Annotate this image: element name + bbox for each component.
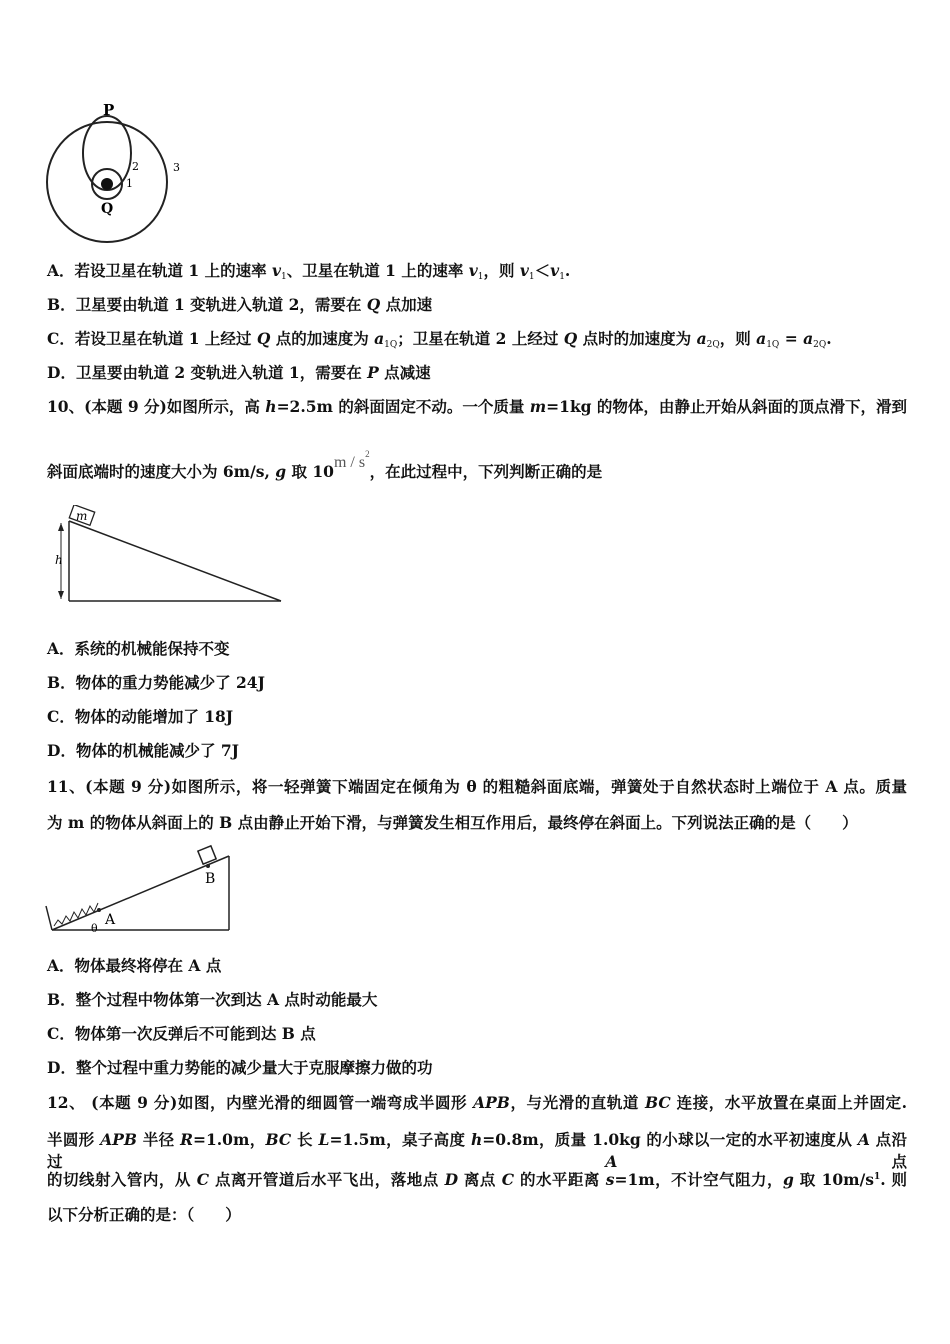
q9-option-c: C．若设卫星在轨道 1 上经过 Q 点的加速度为 $a_{1Q}$；卫星在轨道 2 上经过 Q 点时的加速度为 $a_{2Q}$，则 $a_{1Q} = a_{2Q}$.: [47, 329, 832, 350]
block-b: [198, 846, 216, 864]
svg-text:B: B: [205, 871, 216, 887]
q12-stem-line3: 的切线射入管内，从 C 点离开管道后水平飞出，落地点 D 离点 C 的水平距离 s=1m，不计空气阻力，g 取 $10m/s^1$. 则: [47, 1170, 908, 1190]
q11-option-c: C．物体第一次反弹后不可能到达 B 点: [47, 1024, 316, 1043]
q11-option-d: D．整个过程中重力势能的减少量大于克服摩擦力做的功: [47, 1058, 433, 1077]
q11-stem-line1: 11、(本题 9 分)如图所示，将一轻弹簧下端固定在倾角为 θ 的粗糙斜面底端，弹簧处于自然状态时上端位于 A 点。质量: [47, 777, 907, 796]
q9-option-b: B．卫星要由轨道 1 变轨进入轨道 2，需要在 Q 点加速: [47, 295, 433, 314]
label-Q: Q: [101, 201, 114, 217]
q10-option-d: D．物体的机械能减少了 7J: [47, 741, 239, 760]
q9-option-a: A．若设卫星在轨道 1 上的速率 $v_1$、卫星在轨道 1 上的速率 $v_1$，则 $v_1<v_1$.: [47, 261, 571, 282]
q12-stem-line1: 12、 (本题 9 分)如图，内壁光滑的细圆管一端弯成半圆形 APB，与光滑的直轨道 BC 连接，水平放置在桌面上并固定.: [47, 1093, 907, 1112]
q11-option-b: B．整个过程中物体第一次到达 A 点时动能最大: [47, 990, 378, 1009]
earth: [101, 178, 113, 190]
q11-stem-line2: 为 m 的物体从斜面上的 B 点由静止开始下滑，与弹簧发生相互作用后，最终停在斜面上。下列说法正确的是（ ）: [47, 813, 858, 832]
q10-option-a: A．系统的机械能保持不变: [47, 639, 230, 658]
q10-stem-line1: 10、(本题 9 分)如图所示，高 h=2.5m 的斜面固定不动。一个质量 m=1kg 的物体，由静止开始从斜面的顶点滑下，滑到: [47, 397, 907, 416]
q12-stem-line4: 以下分析正确的是：（ ）: [47, 1205, 241, 1224]
q12-stem-line2: 半圆形 APB 半径 R=1.0m，BC 长 L=1.5m，桌子高度 h=0.8m，质量 1.0kg 的小球以一定的水平初速度从 A 点沿过 A 点: [47, 1130, 908, 1171]
label-2: 2: [132, 160, 139, 173]
spring-incline-figure: [40, 842, 240, 937]
incline-figure: [45, 505, 290, 610]
q11-option-a: A．物体最终将停在 A 点: [47, 956, 222, 975]
orbit-figure: [40, 98, 190, 248]
label-P: P: [103, 101, 115, 119]
label-1: 1: [126, 177, 133, 190]
svg-text:θ: θ: [91, 922, 98, 935]
label-3: 3: [173, 161, 180, 174]
q10-stem-line2: 斜面底端时的速度大小为 6m/s, g 取 $10m / s^2$，在此过程中，下列判断正确的是: [47, 449, 603, 482]
q10-option-b: B．物体的重力势能减少了 24J: [47, 673, 265, 692]
svg-text:A: A: [105, 912, 116, 928]
q9-option-d: D．卫星要由轨道 2 变轨进入轨道 1，需要在 P 点减速: [47, 363, 431, 382]
q10-option-c: C．物体的动能增加了 18J: [47, 707, 234, 726]
svg-text:h: h: [55, 553, 63, 567]
svg-text:m: m: [76, 509, 88, 523]
